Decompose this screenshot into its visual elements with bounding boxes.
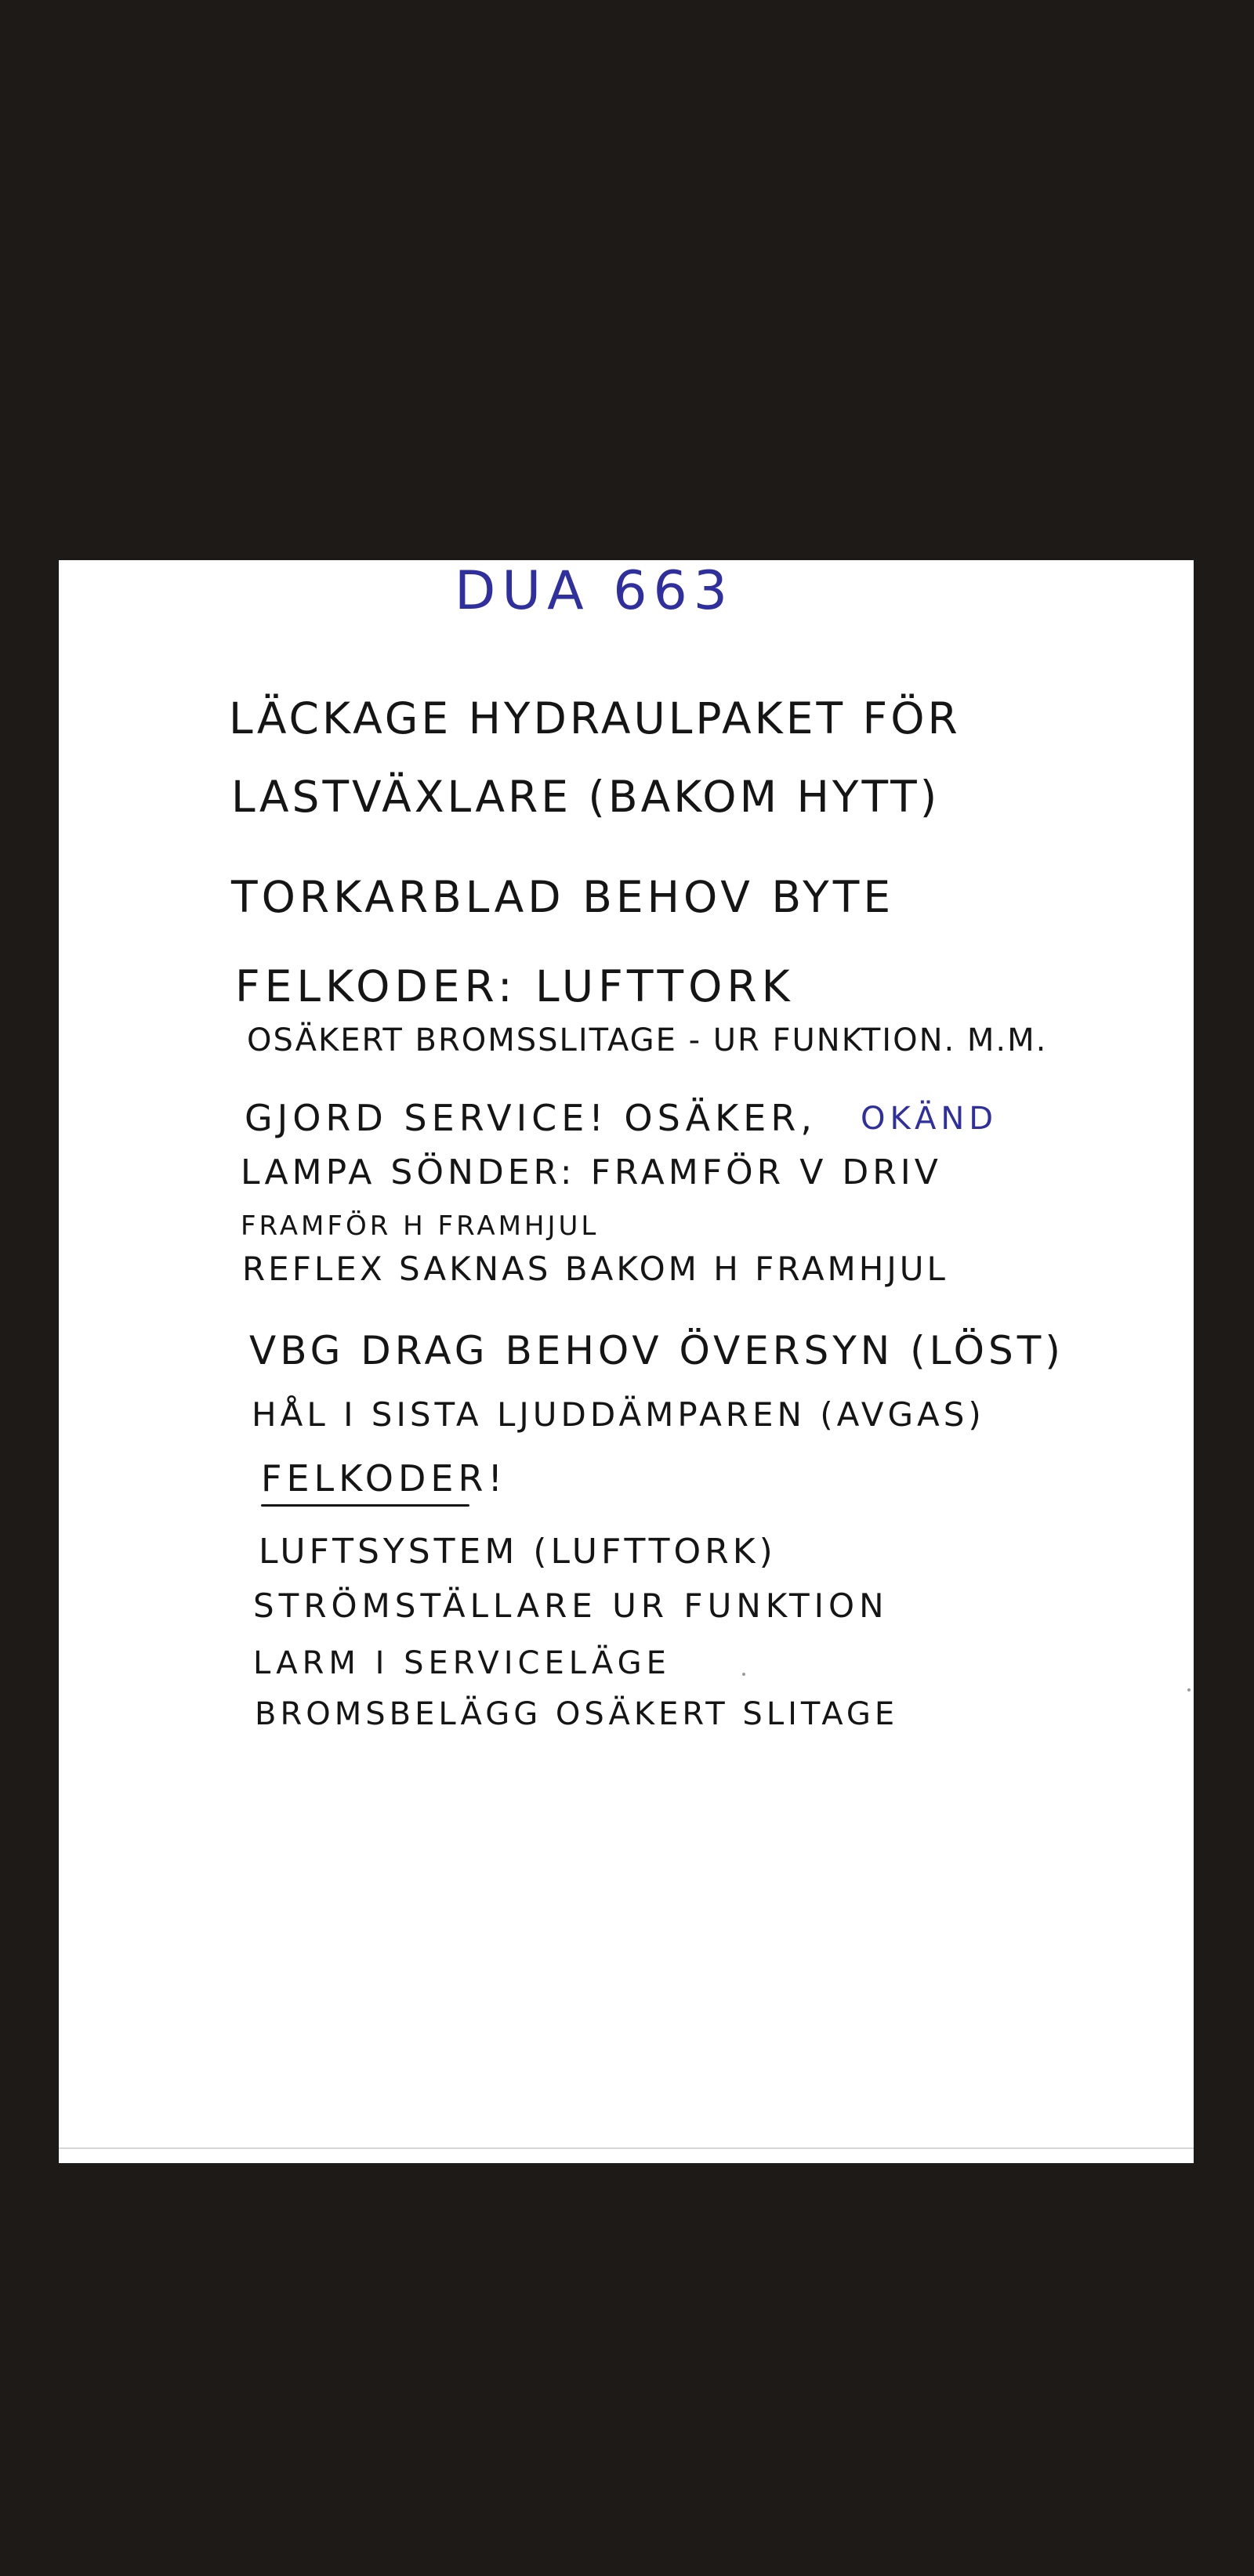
note-line-9: REFLEX SAKNAS BAKOM H FRAMHJUL xyxy=(242,1250,948,1288)
paper-bottom-edge xyxy=(59,2147,1194,2149)
note-line-14: STRÖMSTÄLLARE UR FUNKTION xyxy=(253,1586,889,1625)
note-line-5: OSÄKERT BROMSSLITAGE - UR FUNKTION. M.M. xyxy=(247,1022,1048,1058)
note-line-4: FELKODER: LUFTTORK xyxy=(235,961,795,1011)
note-line-6-blue-addition: OKÄND xyxy=(861,1101,998,1137)
handwritten-note-page xyxy=(59,560,1194,2163)
note-line-11: HÅL I SISTA LJUDDÄMPAREN (AVGAS) xyxy=(252,1395,985,1434)
felkoder-underline xyxy=(261,1504,469,1507)
note-line-16: BROMSBELÄGG OSÄKERT SLITAGE xyxy=(255,1696,899,1732)
paper-speck xyxy=(742,1673,745,1676)
note-title: DUA 663 xyxy=(455,560,734,622)
note-line-10: VBG DRAG BEHOV ÖVERSYN (LÖST) xyxy=(249,1328,1064,1373)
note-line-3: TORKARBLAD BEHOV BYTE xyxy=(231,872,895,922)
paper-speck xyxy=(1187,1688,1191,1691)
note-line-7: LAMPA SÖNDER: FRAMFÖR V DRIV xyxy=(241,1152,942,1192)
note-line-8: FRAMFÖR H FRAMHJUL xyxy=(241,1210,600,1242)
note-line-12: FELKODER! xyxy=(261,1457,507,1500)
note-line-6: GJORD SERVICE! OSÄKER, xyxy=(245,1097,817,1139)
note-line-15: LARM I SERVICELÄGE xyxy=(253,1645,671,1681)
note-line-2: LASTVÄXLARE (BAKOM HYTT) xyxy=(231,772,940,822)
note-line-1: LÄCKAGE HYDRAULPAKET FÖR xyxy=(229,693,961,743)
note-line-13: LUFTSYSTEM (LUFTTORK) xyxy=(259,1532,777,1572)
